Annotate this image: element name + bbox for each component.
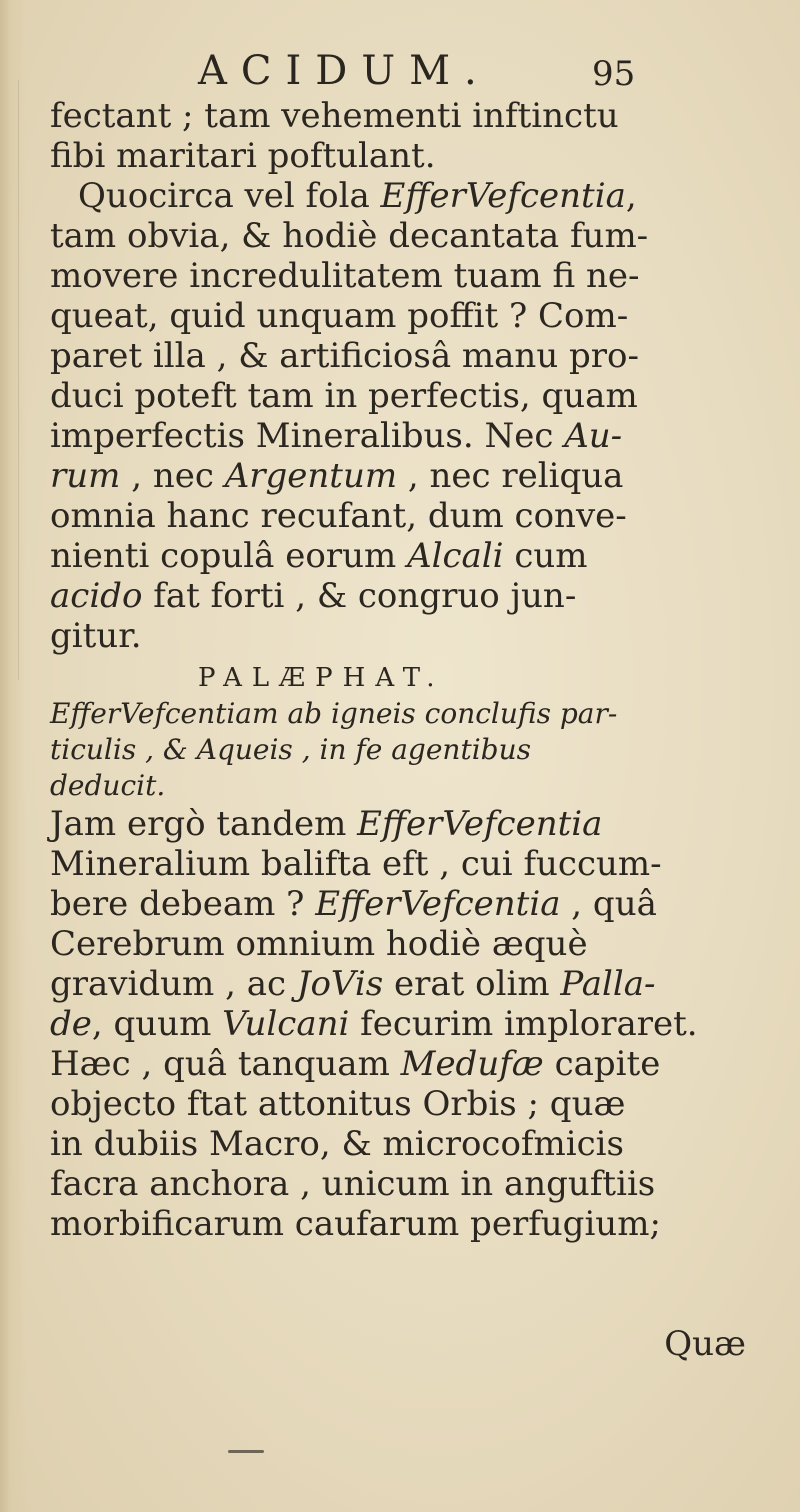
text-run: bere debeam ?	[50, 884, 316, 924]
text-run: fecurim imploraret.	[349, 1004, 698, 1044]
text-line	[50, 176, 740, 216]
text-line	[50, 1164, 740, 1204]
text-run: omnia hanc recufant, dum conve-	[50, 496, 627, 536]
binding-gutter	[0, 0, 26, 1512]
gutter-crease	[18, 80, 19, 680]
text-line	[50, 216, 740, 256]
text-run: Mineralium balifta eft , cui fuccum-	[50, 844, 662, 884]
page-header	[0, 38, 800, 98]
italic-term: Argentum	[224, 456, 398, 496]
text-run: , quum	[91, 1004, 223, 1044]
text-line	[50, 964, 740, 1004]
italic-term: Au-	[564, 416, 623, 456]
text-line	[50, 376, 740, 416]
text-run: ,	[625, 176, 637, 216]
text-run: gravidum , ac	[50, 964, 297, 1004]
text-run: , quâ	[560, 884, 657, 924]
text-line	[50, 1044, 740, 1084]
text-run: Jam ergò tandem	[50, 804, 358, 844]
text-run: queat, quid unquam poffit ? Com-	[50, 296, 629, 336]
section-heading: PALÆPHAT.	[198, 663, 445, 693]
running-head: ACIDUM.	[198, 48, 491, 94]
italic-term: rum	[50, 456, 121, 496]
text-line	[50, 616, 740, 656]
paragraph-continuation	[50, 96, 740, 176]
text-line	[50, 1204, 740, 1244]
text-line	[50, 884, 740, 924]
text-run: , nec	[120, 456, 225, 496]
text-line	[50, 1124, 740, 1164]
text-line: fectant ; tam vehementi inftinctu	[50, 96, 619, 136]
text-line	[50, 296, 740, 336]
argument-line: ticulis , & Aqueis , in fe agentibus	[50, 733, 531, 766]
text-run: imperfectis Mineralibus. Nec	[50, 416, 565, 456]
text-run: Hæc , quâ tanquam	[50, 1044, 401, 1084]
argument-line: deducit.	[50, 769, 166, 802]
text-run: capite	[543, 1044, 661, 1084]
italic-term: Alcali	[407, 536, 504, 576]
paragraph-quocirca	[50, 176, 740, 656]
italic-term: EfferVefcentia	[380, 176, 626, 216]
text-run: nienti copulâ eorum	[50, 536, 408, 576]
italic-term: de	[50, 1004, 92, 1044]
italic-term: Palla-	[560, 964, 656, 1004]
page-number: 95	[592, 54, 636, 94]
text-run: gitur.	[50, 616, 142, 656]
text-run: paret illa , & artificiosâ manu pro-	[50, 336, 640, 376]
text-line	[50, 336, 740, 376]
text-line	[50, 1084, 740, 1124]
section-argument	[50, 696, 740, 804]
text-line	[50, 576, 740, 616]
italic-term: acido	[50, 576, 143, 616]
text-run: in dubiis Macro, & microcofmicis	[50, 1124, 624, 1164]
text-run: Cerebrum omnium hodiè æquè	[50, 924, 588, 964]
text-run: cum	[503, 536, 588, 576]
text-run: movere incredulitatem tuam fi ne-	[50, 256, 640, 296]
text-line: fibi maritari poftulant.	[50, 136, 436, 176]
text-run: duci poteft tam in perfectis, quam	[50, 376, 638, 416]
text-line	[50, 416, 740, 456]
text-line	[50, 456, 740, 496]
text-run: tam obvia, & hodiè decantata fum-	[50, 216, 649, 256]
text-line	[50, 256, 740, 296]
italic-term: EfferVefcentia	[315, 884, 561, 924]
text-line	[50, 1004, 740, 1044]
text-run: objecto ftat attonitus Orbis ; quæ	[50, 1084, 626, 1124]
text-run: morbificarum caufarum perfugium;	[50, 1204, 661, 1244]
ink-mark	[228, 1450, 264, 1453]
paragraph-jam-ergo	[50, 804, 740, 1244]
text-block	[50, 96, 740, 1244]
text-run: Quocirca vel fola	[78, 176, 381, 216]
italic-term: EfferVefcentia	[357, 804, 603, 844]
text-line	[50, 496, 740, 536]
italic-term: Vulcani	[222, 1004, 350, 1044]
text-line	[50, 804, 740, 844]
italic-term: Medufæ	[400, 1044, 544, 1084]
text-line	[50, 924, 740, 964]
text-run: fat forti , & congruo jun-	[142, 576, 577, 616]
text-line	[50, 536, 740, 576]
italic-term: JoVis	[296, 964, 384, 1004]
text-run: erat olim	[383, 964, 561, 1004]
text-run: , nec reliqua	[397, 456, 624, 496]
argument-line: EfferVefcentiam ab igneis conclufis par-	[50, 697, 618, 730]
text-run: facra anchora , unicum in anguftiis	[50, 1164, 656, 1204]
text-line	[50, 844, 740, 884]
catchword: Quæ	[664, 1324, 746, 1364]
